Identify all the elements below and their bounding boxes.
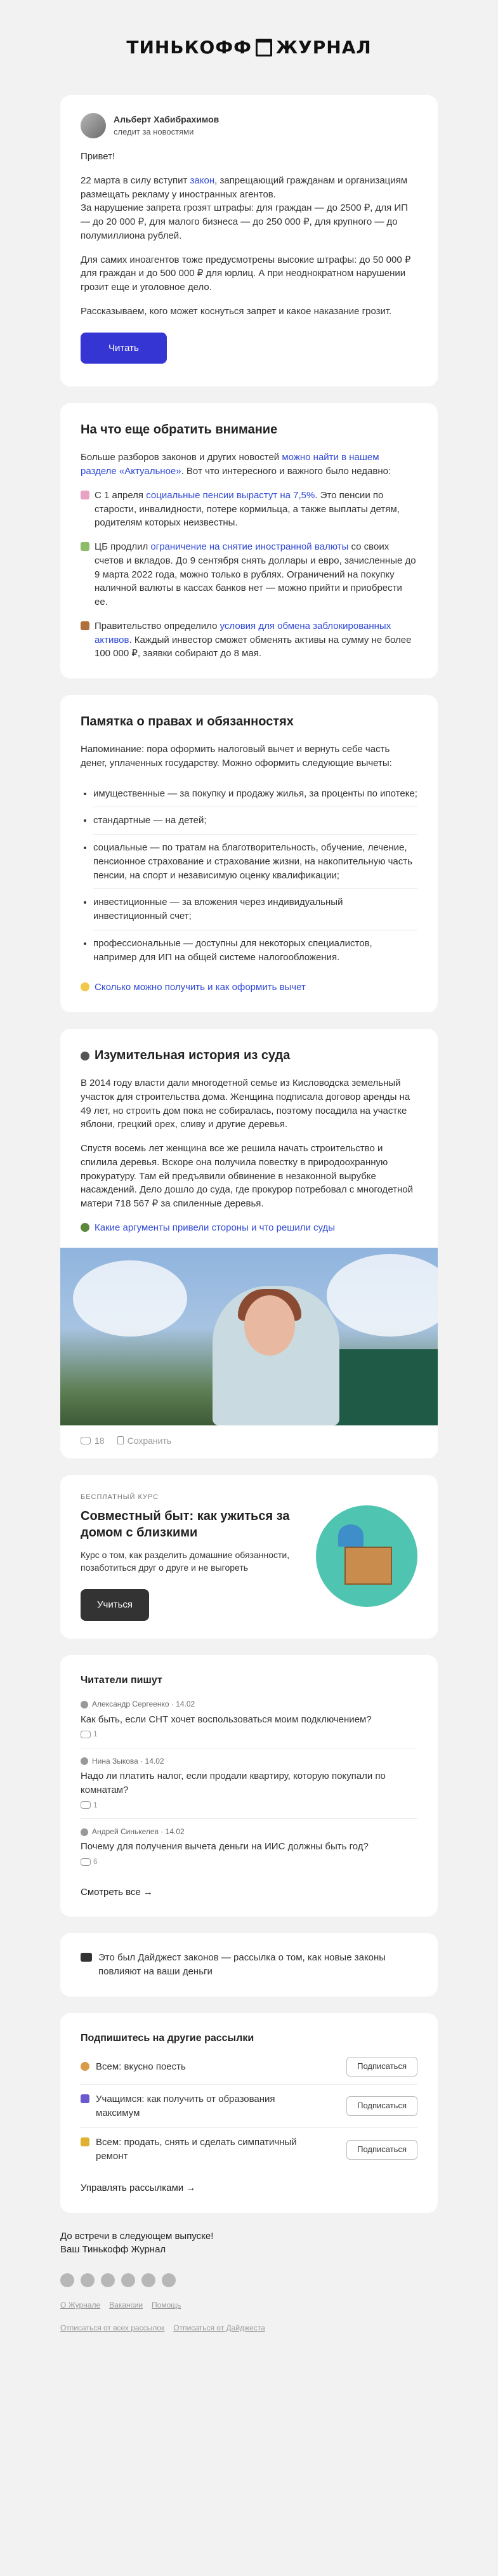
bookmark-icon	[117, 1436, 124, 1444]
greeting: Привет!	[81, 151, 115, 162]
photo-blossom	[73, 1260, 187, 1337]
books-icon	[81, 2094, 89, 2103]
story-link[interactable]: Какие аргументы привели стороны и что решили суды	[95, 1222, 336, 1233]
unsubscribe-digest-link[interactable]: Отписаться от Дайджеста	[173, 2323, 265, 2332]
cake-icon	[81, 491, 89, 499]
rights-intro: Напоминание: пора оформить налоговый вычет и вернуть себе часть денег, уплаченных государству. Можно оформить следующие вычеты:	[81, 744, 392, 769]
question-meta	[81, 1826, 417, 1837]
list-item: • инвестиционные — за вложения через индивидуальный инвестиционный счет;	[93, 889, 417, 930]
read-button[interactable]: Читать	[81, 333, 167, 364]
learn-button[interactable]: Учиться	[81, 1589, 149, 1621]
subscribe-button[interactable]: Подписаться	[346, 2140, 417, 2160]
intro-text: , запрещающий гражданам и организациям размещать рекламу у иностранных агентов.	[81, 175, 408, 200]
photo-blossom	[327, 1254, 438, 1337]
deduction-link[interactable]: Сколько можно получить и как оформить вычет	[95, 982, 306, 993]
brick-icon	[81, 621, 89, 630]
deduction-link-row	[81, 981, 417, 994]
footer-links	[60, 2300, 438, 2311]
odnoklassniki-icon[interactable]	[101, 2273, 115, 2287]
subscription-row	[81, 2049, 417, 2085]
subscription-label: Учащимся: как получить от образования максимум	[96, 2093, 275, 2118]
question-comments	[81, 1729, 417, 1740]
attention-title: На что еще обратить внимание	[81, 423, 278, 437]
question-meta	[81, 1699, 417, 1710]
question-count: 1	[93, 1800, 98, 1809]
intro-text: За нарушение запрета грозят штрафы: для граждан — до 2500 ₽, для ИП — до 20 000 ₽, для малого бизнеса — до 250 000 ₽, для крупного — до полумиллиона рублей.	[81, 202, 408, 241]
question-author: Нина Зыкова · 14.02	[92, 1756, 164, 1766]
question-comments	[81, 1856, 417, 1867]
question-text[interactable]: Почему для получения вычета деньги на ИИС должны быть год?	[81, 1841, 369, 1853]
list-item: • профессиональные — доступны для некоторых специалистов, например для ИП на общей системе налогообложения.	[93, 930, 417, 971]
attention-card	[60, 403, 438, 678]
news-text: . Это пенсии по старости, инвалидности, потере кормильца, а также выплаты детям, родителям которых неизвестны.	[95, 489, 400, 529]
story-actions	[81, 1434, 417, 1447]
course-card	[60, 1475, 438, 1639]
manage-subscriptions-link[interactable]: Управлять рассылками →	[81, 2182, 196, 2193]
story-title	[81, 1047, 417, 1065]
news-text: со своих счетов и вкладов. До 9 сентября снять доллары и евро, зачисленные до 9 марта 2022 года, можно только в рублях. Ограничений на покупку наличной валюты в кассах банков нет — можно прийти и приобрести ее.	[95, 541, 416, 607]
news-text: ЦБ продлил	[95, 541, 151, 552]
social-links	[60, 2273, 438, 2287]
tree-icon	[81, 1223, 89, 1232]
coin-icon	[81, 982, 89, 991]
save-button[interactable]	[117, 1434, 172, 1447]
money-icon	[81, 542, 89, 551]
course-tag: БЕСПЛАТНЫЙ КУРС	[81, 1493, 159, 1501]
question-author: Андрей Синькелев · 14.02	[92, 1827, 185, 1837]
save-label: Сохранить	[127, 1435, 172, 1446]
news-link[interactable]: социальные пенсии вырастут на 7,5%	[146, 489, 315, 501]
news-text: С 1 апреля	[95, 489, 147, 501]
comments-count: 18	[95, 1435, 105, 1446]
news-link[interactable]: ограничение на снятие иностранной валюты	[150, 541, 349, 552]
question-item[interactable]	[81, 1748, 417, 1819]
intro-paragraph-3: Рассказываем, кого может коснуться запрет и какое наказание грозит.	[81, 305, 392, 317]
deductions-list	[81, 781, 417, 971]
footer-line-2: Ваш Тинькофф Журнал	[60, 2244, 166, 2256]
question-meta	[81, 1756, 417, 1767]
logo-emblem-icon	[256, 39, 272, 56]
story-card	[60, 1029, 438, 1458]
croissant-icon	[81, 2062, 89, 2071]
digest-card	[60, 1933, 438, 1997]
question-comments	[81, 1800, 417, 1811]
actual-section-link[interactable]: можно найти в нашем разделе «Актуальное»	[81, 452, 379, 477]
question-item[interactable]	[81, 1691, 417, 1748]
brand-logo[interactable]	[126, 35, 371, 61]
header	[0, 0, 498, 95]
news-item	[81, 540, 417, 609]
telegram-icon[interactable]	[60, 2273, 74, 2287]
law-link[interactable]: закон	[190, 175, 215, 186]
user-icon	[81, 1701, 88, 1708]
vacancies-link[interactable]: Вакансии	[109, 2301, 143, 2310]
digest-text: Это был Дайджест законов — рассылка о том, как новые законы повлияют на ваши деньги	[98, 1952, 386, 1978]
news-item	[81, 619, 417, 661]
footer-line-1: До встречи в следующем выпуске!	[60, 2230, 214, 2242]
news-text: . Каждый инвестор сможет обменять активы на сумму не более 100 000 ₽, заявки собирают до 8 мая.	[95, 634, 412, 659]
course-text: Курс о том, как разделить домашние обязанности, позаботиться друг о друге и не выгореть	[81, 1549, 290, 1573]
lamp-icon	[338, 1524, 364, 1547]
news-link[interactable]: условия для обмена заблокированных активов	[95, 620, 391, 645]
photo-face	[244, 1295, 295, 1356]
news-item	[81, 489, 417, 530]
avatar	[81, 113, 106, 138]
intro-text: 22 марта в силу вступит	[81, 175, 190, 186]
question-item[interactable]	[81, 1819, 417, 1875]
comment-icon	[81, 1801, 91, 1809]
subscribe-button[interactable]: Подписаться	[346, 2057, 417, 2077]
author-name: Альберт Хабибрахимов	[114, 114, 220, 125]
user-icon	[81, 1828, 88, 1836]
question-text[interactable]: Надо ли платить налог, если продали квартиру, которую покупали по комнатам?	[81, 1771, 386, 1795]
rights-title: Памятка о правах и обязанностях	[81, 715, 294, 729]
readers-card	[60, 1655, 438, 1917]
box-icon	[344, 1547, 392, 1585]
logo-text-right: ЖУРНАЛ	[275, 36, 372, 58]
story-title-text: Изумительная история из суда	[95, 1048, 291, 1062]
unsubscribe-links	[60, 2323, 438, 2334]
attention-intro-text: . Вот что интересного и важного было недавно:	[181, 466, 391, 477]
question-count: 6	[93, 1857, 98, 1866]
question-text[interactable]: Как быть, если СНТ хочет воспользоваться моим подключением?	[81, 1714, 372, 1725]
subscription-label: Всем: продать, снять и сделать симпатичный ремонт	[96, 2137, 297, 2162]
logo-text-left: ТИНЬКОФФ	[126, 36, 252, 58]
intro-card	[60, 95, 438, 386]
subscription-row	[81, 2128, 417, 2171]
youtube-icon[interactable]	[141, 2273, 155, 2287]
eyes-icon	[81, 1052, 89, 1060]
subscribe-card	[60, 2013, 438, 2213]
help-link[interactable]: Помощь	[152, 2301, 181, 2310]
list-item: • стандартные — на детей;	[93, 807, 417, 835]
author-subtitle: следит за новостями	[114, 126, 194, 136]
unsubscribe-all-link[interactable]: Отписаться от всех рассылок	[60, 2323, 165, 2332]
comment-icon	[81, 1731, 91, 1738]
news-text: Правительство определило	[95, 620, 220, 631]
list-item: • социальные — по тратам на благотворительность, обучение, лечение, пенсионное страхование и страхование жизни, на накопительную часть пенсии, на спорт и независимую оценку квалификации;	[93, 835, 417, 889]
zen-icon[interactable]	[121, 2273, 135, 2287]
attention-intro	[81, 451, 417, 479]
course-illustration	[316, 1505, 417, 1607]
story-paragraph-2: Спустя восемь лет женщина все же решила начать строительство и спилила деревья. Вскоре она получила повестку в природоохранную прокуратуру. Там ей предъявили обвинение в незаконной вырубке насаждений. Дело дошло до суда, где прокурор потребовал с многодетной матери 718 567 ₽ за спиленные деревья.	[81, 1143, 414, 1209]
pinterest-icon[interactable]	[162, 2273, 176, 2287]
comment-icon	[81, 1437, 91, 1444]
graduation-cap-icon	[81, 1953, 92, 1962]
subscribe-button[interactable]: Подписаться	[346, 2096, 417, 2116]
footer	[60, 2229, 438, 2334]
story-photo[interactable]	[60, 1248, 438, 1425]
question-count: 1	[93, 1729, 98, 1739]
user-icon	[81, 1757, 88, 1765]
intro-paragraph-2: Для самих иноагентов тоже предусмотрены высокие штрафы: до 50 000 ₽ для граждан и до 500 000 ₽ для юрлиц. А при неоднократном нарушении грозит еще и уголовное дело.	[81, 254, 411, 293]
subscription-label: Всем: вкусно поесть	[96, 2061, 186, 2072]
list-item: • имущественные — за покупку и продажу жилья, за проценты по ипотеке;	[93, 781, 417, 808]
attention-intro-text: Больше разборов законов и других новостей	[81, 452, 282, 463]
intro-paragraph-1	[81, 174, 417, 243]
question-author: Александр Сергеенко · 14.02	[92, 1700, 195, 1709]
about-link[interactable]: О Журнале	[60, 2301, 101, 2310]
comments-button[interactable]	[81, 1434, 105, 1447]
comment-icon	[81, 1858, 91, 1866]
vk-icon[interactable]	[81, 2273, 95, 2287]
subscription-row	[81, 2085, 417, 2129]
subscribe-title: Подпишитесь на другие рассылки	[81, 2032, 254, 2044]
story-paragraph-1: В 2014 году власти дали многодетной семье из Кисловодска земельный участок для строительства дома. Женщина подписала договор аренды на 49 лет, но строить дом пока не собиралась, поэтому посадила на участке яблони, грецкий орех, сливу и другие деревья.	[81, 1078, 410, 1130]
see-all-link[interactable]: Смотреть все →	[81, 1886, 153, 1898]
key-icon	[81, 2137, 89, 2146]
story-link-row	[81, 1221, 417, 1235]
readers-title: Читатели пишут	[81, 1675, 162, 1686]
rights-card	[60, 695, 438, 1012]
author-block	[81, 113, 417, 138]
course-title: Совместный быт: как ужиться за домом с близкими	[81, 1509, 290, 1540]
